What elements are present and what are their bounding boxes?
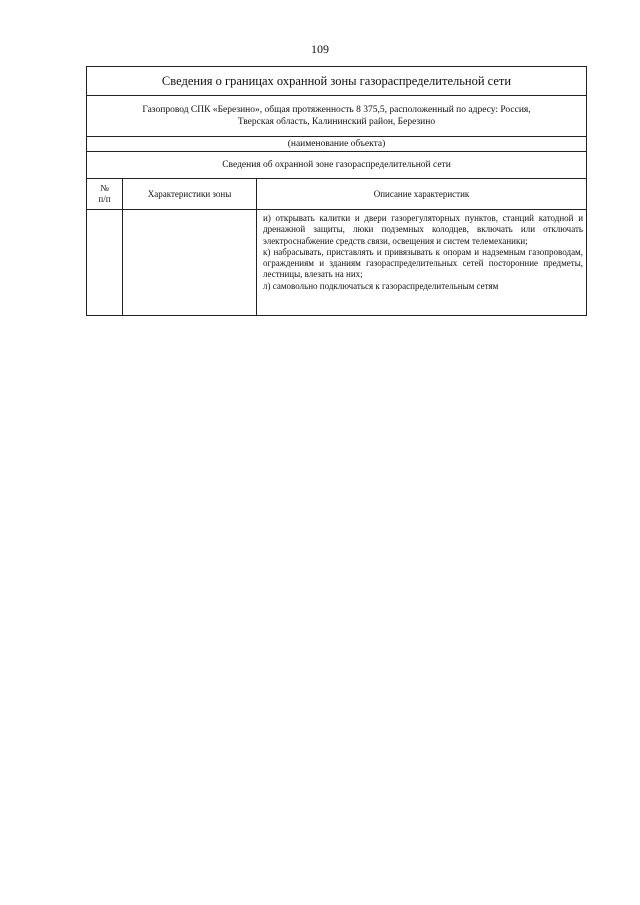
column-header-number	[87, 179, 123, 210]
description-item-i: и) открывать калитки и двери газорегуляторных пунктов, станций катодной и дренажной защиты, люки подземных колодцев, включать или отключать электроснабжение средств связи, освещения и систем телемеханики;	[263, 213, 584, 246]
page-number: 109	[311, 42, 329, 56]
object-name	[87, 96, 587, 137]
header-row	[87, 179, 587, 210]
document-title: Сведения о границах охранной зоны газораспределительной сети	[87, 67, 587, 96]
row-description-cell	[257, 210, 587, 316]
column-header-description: Описание характеристик	[257, 179, 587, 210]
row-characteristic-cell	[123, 210, 257, 316]
zone-table	[86, 66, 587, 316]
column-header-number-line-2: п/п	[98, 194, 111, 204]
section-row	[87, 152, 587, 179]
caption-row	[87, 137, 587, 152]
section-title: Сведения об охранной зоне газораспределительной сети	[87, 152, 587, 179]
object-name-line-1: Газопровод СПК «Березино», общая протяженность 8 375,5, расположенный по адресу: Россия,	[142, 105, 531, 115]
description-item-l: л) самовольно подключаться к газораспределительным сетям	[263, 280, 499, 291]
row-number-cell	[87, 210, 123, 316]
column-header-characteristics: Характеристики зоны	[123, 179, 257, 210]
title-row	[87, 67, 587, 96]
description-item-k: к) набрасывать, приставлять и привязывать к опорам и надземным газопроводам, ограждениям и зданиям газораспределительных сетей посторонние предметы, лестницы, влезать на них;	[263, 246, 584, 280]
object-caption: (наименование объекта)	[87, 137, 587, 152]
column-header-number-line-1: №	[100, 183, 109, 193]
table-row	[87, 210, 587, 316]
object-row	[87, 96, 587, 137]
object-name-line-2: Тверская область, Калининский район, Березино	[237, 117, 436, 127]
